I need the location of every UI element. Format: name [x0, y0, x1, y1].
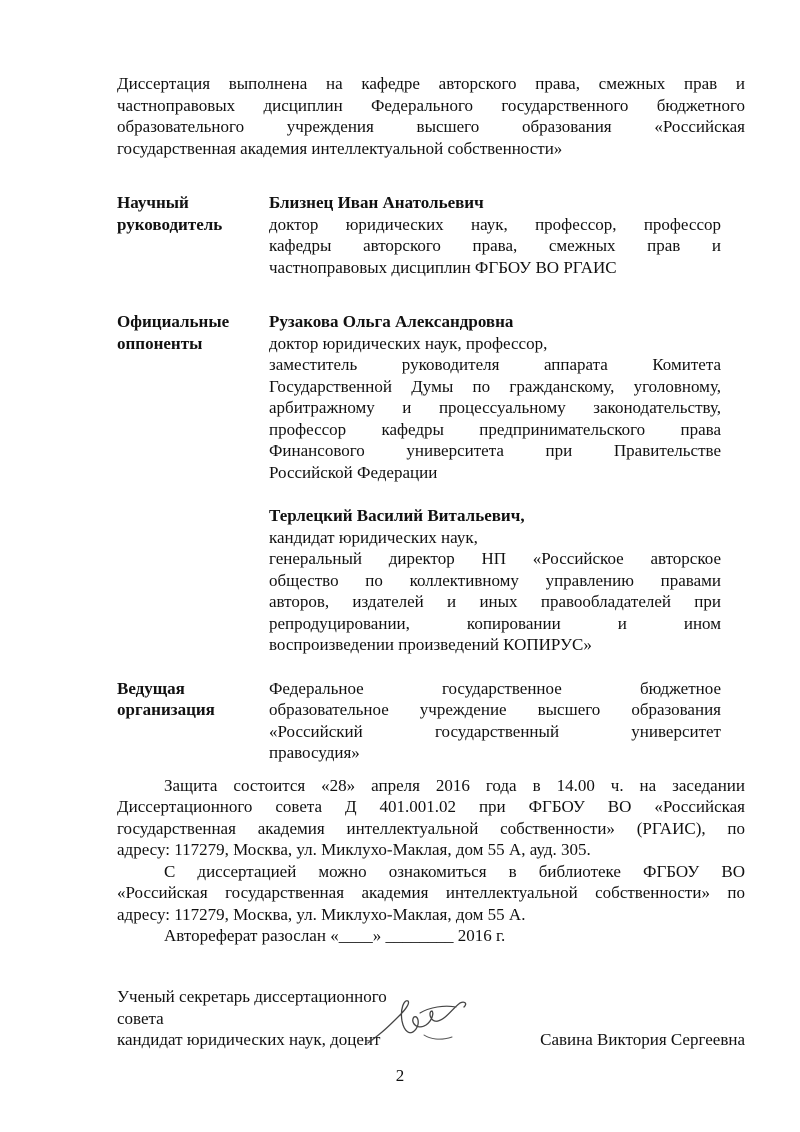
detail-line: правосудия» — [269, 743, 360, 762]
secretary-title: совета — [117, 1008, 164, 1028]
detail-line: заместитель руководителя аппарата Комитета — [269, 355, 721, 374]
detail-line: кафедры авторского права, смежных прав и — [269, 236, 721, 255]
secretary-degree: кандидат юридических наук, доцент — [117, 1030, 381, 1049]
opponents-label: Официальные оппоненты — [117, 312, 230, 353]
detail-line: доктор юридических наук, профессор, — [269, 333, 548, 353]
intro-line: государственная академия интеллектуальной собственности» — [117, 138, 563, 158]
detail-line: общество по коллективному управлению правами — [269, 570, 721, 590]
library-line: С диссертацией можно ознакомиться в библиотеке ФГБОУ ВО — [164, 861, 745, 881]
detail-line: авторов, издателей и иных правообладателей при — [269, 592, 721, 611]
defense-line: Защита состоится «28» апреля 2016 года в 14.00 ч. на заседании — [164, 775, 745, 795]
second-opponent — [269, 505, 721, 656]
detail-line: «Российский государственный университет — [269, 721, 721, 741]
detail-line: частноправовых дисциплин ФГБОУ ВО РГАИС — [269, 257, 617, 277]
supervisor-details — [269, 192, 745, 278]
intro-line: образовательного учреждения высшего образования «Российская — [117, 117, 745, 136]
library-line: «Российская государственная академия интеллектуальной собственности» по — [117, 883, 745, 902]
detail-line: генеральный директор НП «Российское авторское — [269, 549, 721, 568]
detail-line: образовательное учреждение высшего образования — [269, 700, 721, 719]
handwritten-signature — [360, 995, 480, 1050]
detail-line: Финансового университета при Правительстве — [269, 441, 721, 460]
sent-date-line: Автореферат разослан «____» ________ 2016 г. — [164, 926, 506, 945]
detail-line: кандидат юридических наук, — [269, 527, 478, 547]
page-number: 2 — [395, 1066, 405, 1085]
detail-line: профессор кафедры предпринимательского права — [269, 419, 721, 439]
secretary-name: Савина Виктория Сергеевна — [540, 1030, 745, 1049]
library-line: адресу: 117279, Москва, ул. Миклухо-Маклая, дом 55 А. — [117, 904, 526, 924]
defense-line: государственная академия интеллектуальной собственности» (РГАИС), по — [117, 818, 745, 838]
lead-org-section — [117, 678, 745, 764]
detail-line: Федеральное государственное бюджетное — [269, 678, 721, 698]
defense-line: адресу: 117279, Москва, ул. Миклухо-Маклая, дом 55 А, ауд. 305. — [117, 840, 591, 859]
detail-line: доктор юридических наук, профессор, профессор — [269, 214, 721, 234]
intro-paragraph — [117, 73, 745, 159]
lead-org-details — [269, 678, 745, 764]
supervisor-name: Близнец Иван Анатольевич — [269, 193, 484, 212]
detail-line: воспроизведении произведений КОПИРУС» — [269, 635, 592, 654]
supervisor-section — [117, 192, 745, 278]
opponents-section — [117, 311, 745, 656]
intro-line: частноправовых дисциплин Федерального государственного бюджетного — [117, 95, 745, 115]
secretary-title: Ученый секретарь диссертационного — [117, 987, 387, 1006]
detail-line: Российской Федерации — [269, 462, 438, 482]
detail-line: арбитражному и процессуальному законодательству, — [269, 398, 721, 417]
opponent-name: Терлецкий Василий Витальевич, — [269, 506, 525, 525]
opponents-details — [269, 311, 745, 656]
detail-line: репродуцировании, копировании и ином — [269, 613, 721, 633]
supervisor-label: Научный руководитель — [117, 193, 223, 234]
defense-line: Диссертационного совета Д 401.001.02 при ФГБОУ ВО «Российская — [117, 797, 745, 816]
detail-line: Государственной Думы по гражданскому, уголовному, — [269, 376, 721, 396]
lead-org-label: Ведущая организация — [117, 678, 215, 719]
defense-paragraph — [117, 775, 745, 947]
opponent-name: Рузакова Ольга Александровна — [269, 312, 514, 331]
document-page — [117, 73, 745, 947]
intro-line: Диссертация выполнена на кафедре авторского права, смежных прав и — [117, 74, 745, 93]
